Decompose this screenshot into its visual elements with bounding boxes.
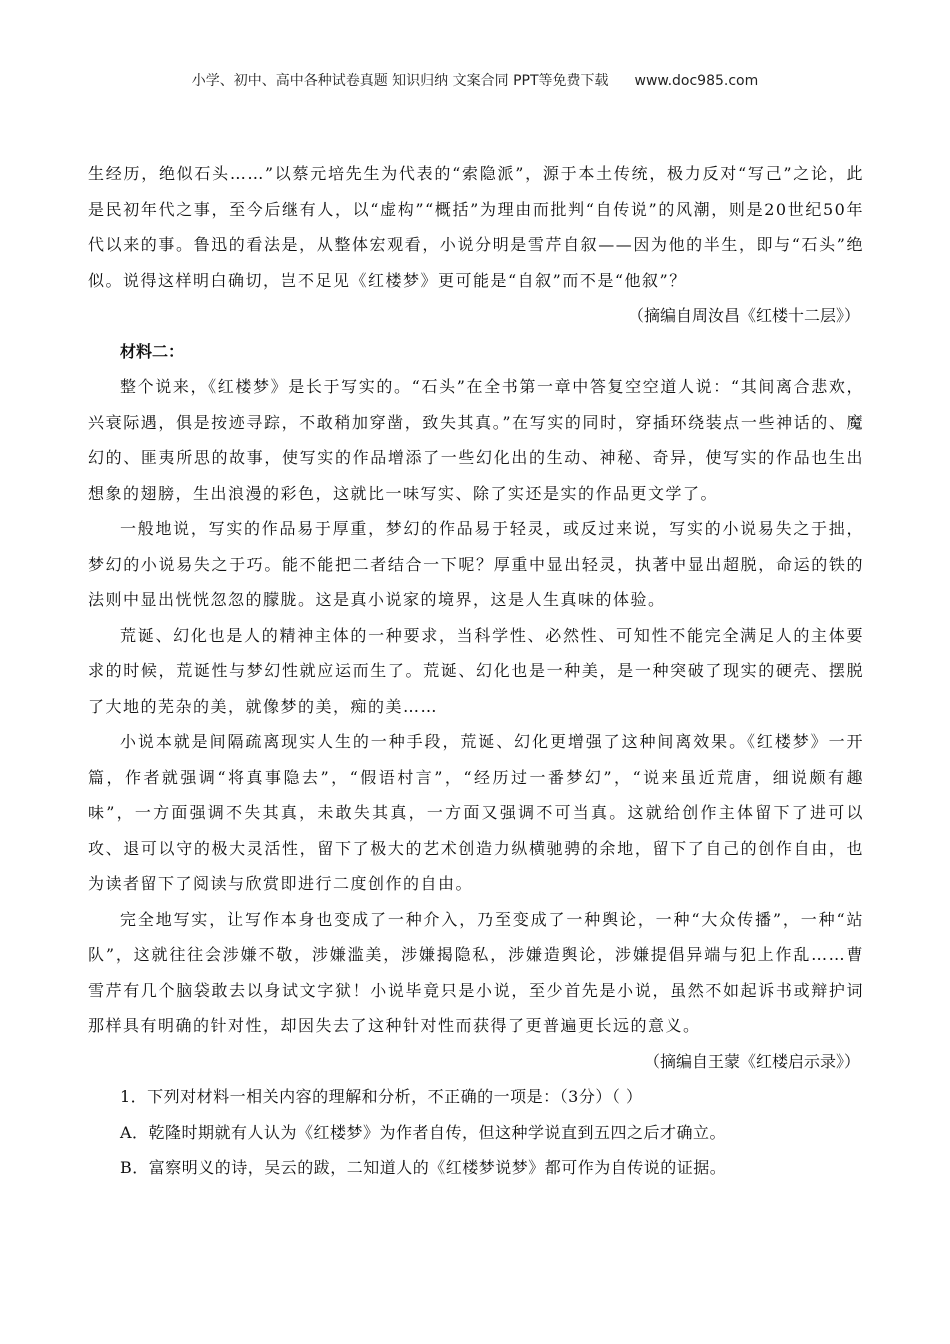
header-text: 小学、初中、高中各种试卷真题 知识归纳 文案合同 PPT等免费下载 bbox=[191, 73, 609, 89]
material2-title: 材料二： bbox=[120, 341, 185, 361]
material2-paragraph: 荒诞、幻化也是人的精神主体的一种要求，当科学性、必然性、可知性不能完全满足人的主体要求的时候，荒诞性与梦幻性就应运而生了。荒诞、幻化也是一种美，是一种突破了现实的硬壳、摆脱了大地的芜杂的美，就像梦的美，痴的美…… bbox=[88, 625, 864, 716]
question-1-stem: 1．下列对材料一相关内容的理解和分析，不正确的一项是：（3分）（ ） bbox=[120, 1087, 643, 1106]
material2-paragraph: 整个说来，《红楼梦》是长于写实的。“石头”在全书第一章中答复空空道人说：“其间离合悲欢，兴衰际遇，俱是按迹寻踪，不敢稍加穿凿，致失其真。”在写实的同时，穿插环绕装点一些神话的、魔幻的、匪夷所思的故事，使写实的作品增添了一些幻化出的生动、神秘、奇异，使写实的作品也生出想象的翅膀，生出浪漫的彩色，这就比一味写实、除了实还是实的作品更文学了。 bbox=[88, 377, 864, 503]
header-site: www.doc985.com bbox=[634, 73, 759, 89]
material1-continuation: 生经历，绝似石头……”以蔡元培先生为代表的“索隐派”，源于本土传统，极力反对“写己”之论，此是民初年代之事，至今后继有人，以“虚构”“概括”为理由而批判“自传说”的风潮，则是20世纪50年代以来的事。鲁迅的看法是，从整体宏观看，小说分明是雪芹自叙——因为他的半生，即与“石头”绝似。说得这样明白确切，岂不足见《红楼梦》更可能是“自叙”而不是“他叙”？ bbox=[88, 164, 864, 290]
question-1-option-a: A．乾隆时期就有人认为《红楼梦》为作者自传，但这种学说直到五四之后才确立。 bbox=[120, 1122, 727, 1142]
question-1-option-b: B．富察明义的诗，吴云的跋，二知道人的《红楼梦说梦》都可作为自传说的证据。 bbox=[120, 1158, 727, 1177]
document-body bbox=[88, 156, 864, 1186]
material2-paragraph: 一般地说，写实的作品易于厚重，梦幻的作品易于轻灵，或反过来说，写实的小说易失之于拙，梦幻的小说易失之于巧。能不能把二者结合一下呢？厚重中显出轻灵，执著中显出超脱，命运的铁的法则中显出恍恍忽忽的朦胧。这是真小说家的境界，这是人生真味的体验。 bbox=[88, 519, 864, 609]
material1-source: （摘编自周汝昌《红楼十二层》） bbox=[627, 306, 860, 325]
material2-source: （摘编自王蒙《红楼启示录》） bbox=[643, 1051, 860, 1071]
material2-paragraph: 小说本就是间隔疏离现实人生的一种手段，荒诞、幻化更增强了这种间离效果。《红楼梦》一开篇，作者就强调“将真事隐去”，“假语村言”，“经历过一番梦幻”，“说来虽近荒唐，细说颇有趣味”，一方面强调不失其真，未敢失其真，一方面又强调不可当真。这就给创作主体留下了进可以攻、退可以守的极大灵活性，留下了极大的艺术创造力纵横驰骋的余地，留下了自己的创作自由，也为读者留下了阅读与欣赏即进行二度创作的自由。 bbox=[88, 732, 864, 893]
page-header bbox=[0, 70, 950, 90]
material2-paragraph: 完全地写实，让写作本身也变成了一种介入，乃至变成了一种舆论，一种“大众传播”，一种“站队”，这就往往会涉嫌不敬，涉嫌滥美，涉嫌揭隐私，涉嫌造舆论，涉嫌提倡异端与犯上作乱……曹雪芹有几个脑袋敢去以身试文字狱！小说毕竟只是小说，至少首先是小说，虽然不如起诉书或辩护词那样具有明确的针对性，却因失去了这种针对性而获得了更普遍更长远的意义。 bbox=[88, 909, 864, 1035]
